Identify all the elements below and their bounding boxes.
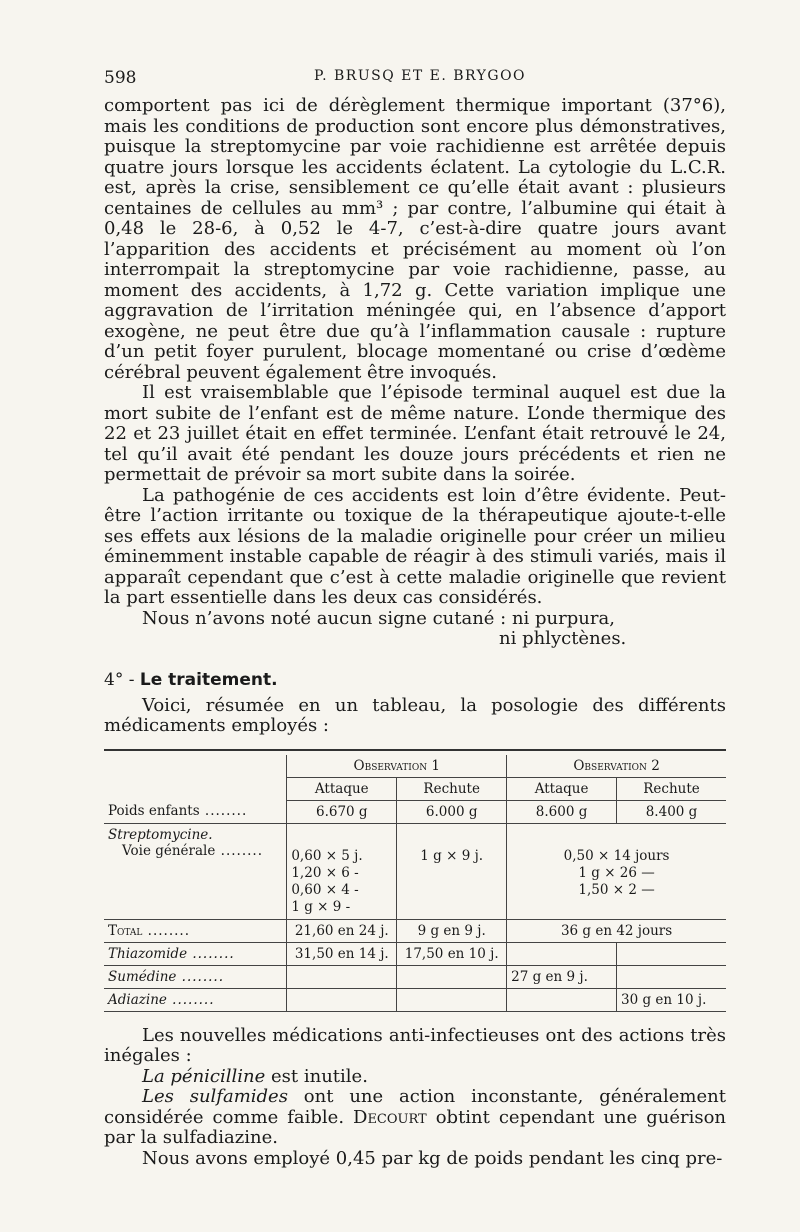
total-obs1-att: 21,60 en 24 j.	[287, 919, 397, 942]
obs2-header: Observation 2	[507, 755, 726, 778]
table-intro: Voici, résumée en un tableau, la posologie des différents médicaments employés :	[104, 694, 726, 736]
after-p3-rest-b: obtint cependant une guérison par la sulfadiazine.	[104, 1106, 727, 1148]
strepto-label: Streptomycine.	[108, 826, 213, 843]
penicilline-term: La pénicilline	[142, 1065, 266, 1087]
thiazomide-label: Thiazomide .....	[108, 946, 235, 962]
poids-obs1-rech: 6.000 g	[397, 800, 507, 823]
sulfamides-term: Les sulfamides	[142, 1086, 288, 1107]
after-p3-rest-a: ont une action inconstante, généralement considérée comme faible.	[104, 1086, 726, 1128]
obs1-attaque-header: Attaque	[287, 777, 397, 800]
cutaneous-signs	[104, 609, 726, 650]
voie-obs1-rech: 1 g × 9 j.	[397, 823, 507, 919]
voie-obs2-line: 0,50 × 14 jours	[563, 847, 670, 864]
voie-obs1-att-line: 1 g × 9 -	[291, 898, 351, 915]
voie-obs2-line: 1 g × 26 —	[578, 864, 655, 881]
poids-label: Poids enfants .....	[108, 803, 247, 819]
poids-obs2-att: 8.600 g	[507, 800, 617, 823]
obs1-header: Observation 1	[287, 755, 507, 778]
sumedine-obs2-att: 27 g en 9 j.	[507, 965, 617, 988]
voie-label: Voie générale .....	[122, 843, 263, 859]
thiazomide-obs1-att: 31,50 en 14 j.	[287, 942, 397, 965]
cutaneous-line-2: ni phlyctènes.	[499, 628, 627, 649]
after-paragraph-1: Les nouvelles médications anti-infectieuses ont des actions très inégales :	[104, 1024, 726, 1066]
page-number: 598	[104, 68, 137, 88]
poids-obs1-att: 6.670 g	[287, 800, 397, 823]
paragraph-1: comportent pas ici de dérèglement thermique important (37°6), mais les conditions de production sont encore plus démonstratives, puisque la streptomycine par voie rachidienne est arrêtée depuis quatre jours lorsque les accidents éclatent. La cytologie du L.C.R. est, après la crise, sensiblement ce qu’elle était avant : plusieurs centaines de cellules au mm³ ; par contre, l’albumine qui était à 0,48 le 28-6, à 0,52 le 4-7, c’est-à-dire quatre jours avant l’apparition des accidents et précisément au moment où l’on interrompait la streptomycine par voie rachidienne, passe, au moment des accidents, à 1,72 g. Cette variation implique une aggravation de l’irritation méningée qui, en l’absence d’apport exogène, ne peut être due qu’à l’inflammation causale : rupture d’un petit foyer purulent, blocage momentané ou crise d’œdème cérébral peuvent également être invoqués.	[104, 95, 726, 383]
page	[104, 60, 726, 1169]
poids-obs2-rech: 8.400 g	[617, 800, 726, 823]
obs2-rechute-header: Rechute	[617, 777, 726, 800]
obs2-attaque-header: Attaque	[507, 777, 617, 800]
after-p2-rest: est inutile.	[265, 1065, 368, 1087]
running-head	[104, 60, 726, 96]
author-decourt: Decourt	[353, 1106, 427, 1128]
section-number: 4° -	[104, 669, 135, 690]
obs1-rechute-header: Rechute	[397, 777, 507, 800]
total-obs2: 36 g en 42 jours	[507, 919, 726, 942]
total-label: Total .....	[108, 923, 190, 939]
section-title: Le traitement.	[139, 669, 278, 690]
sumedine-label: Sumédine .....	[108, 969, 224, 985]
section-heading	[104, 670, 726, 690]
paragraph-2: Il est vraisemblable que l’épisode terminal auquel est due la mort subite de l’enfant est de même nature. L’onde thermique des 22 et 23 juillet était en effet terminée. L’enfant était retrouvé le 24, tel qu’il avait été pendant les douze jours précédents et rien ne permettait de prévoir sa mort subite dans la soirée.	[104, 382, 726, 485]
after-paragraph-2	[104, 1067, 726, 1088]
paragraph-3: La pathogénie de ces accidents est loin d’être évidente. Peut-être l’action irritante ou toxique de la thérapeutique ajoute-t-elle ses effets aux lésions de la maladie originelle pour créer un milieu éminemment instable capable de réagir à des stimuli variés, mais il apparaît cependant que c’est à cette maladie originelle que revient la part essentielle dans les deux cas considérés.	[104, 484, 726, 608]
cutaneous-line-1: Nous n’avons noté aucun signe cutané : ni purpura,	[142, 607, 615, 629]
after-paragraph-4: Nous avons employé 0,45 par kg de poids pendant les cinq pre-	[142, 1147, 723, 1169]
voie-obs1-att-line: 0,60 × 5 j.	[291, 847, 363, 864]
after-paragraph-3	[104, 1087, 726, 1149]
voie-obs2-line: 1,50 × 2 —	[578, 881, 655, 898]
adiazine-obs2-rech: 30 g en 10 j.	[617, 988, 726, 1011]
voie-obs1-att-line: 1,20 × 6 -	[291, 864, 359, 881]
voie-obs1-att-line: 0,60 × 4 -	[291, 881, 359, 898]
posology-table	[104, 749, 726, 1012]
adiazine-label: Adiazine .....	[108, 992, 215, 1008]
total-obs1-rech: 9 g en 9 j.	[397, 919, 507, 942]
thiazomide-obs1-rech: 17,50 en 10 j.	[397, 942, 507, 965]
running-authors: P. BRUSQ ET E. BRYGOO	[314, 68, 527, 84]
